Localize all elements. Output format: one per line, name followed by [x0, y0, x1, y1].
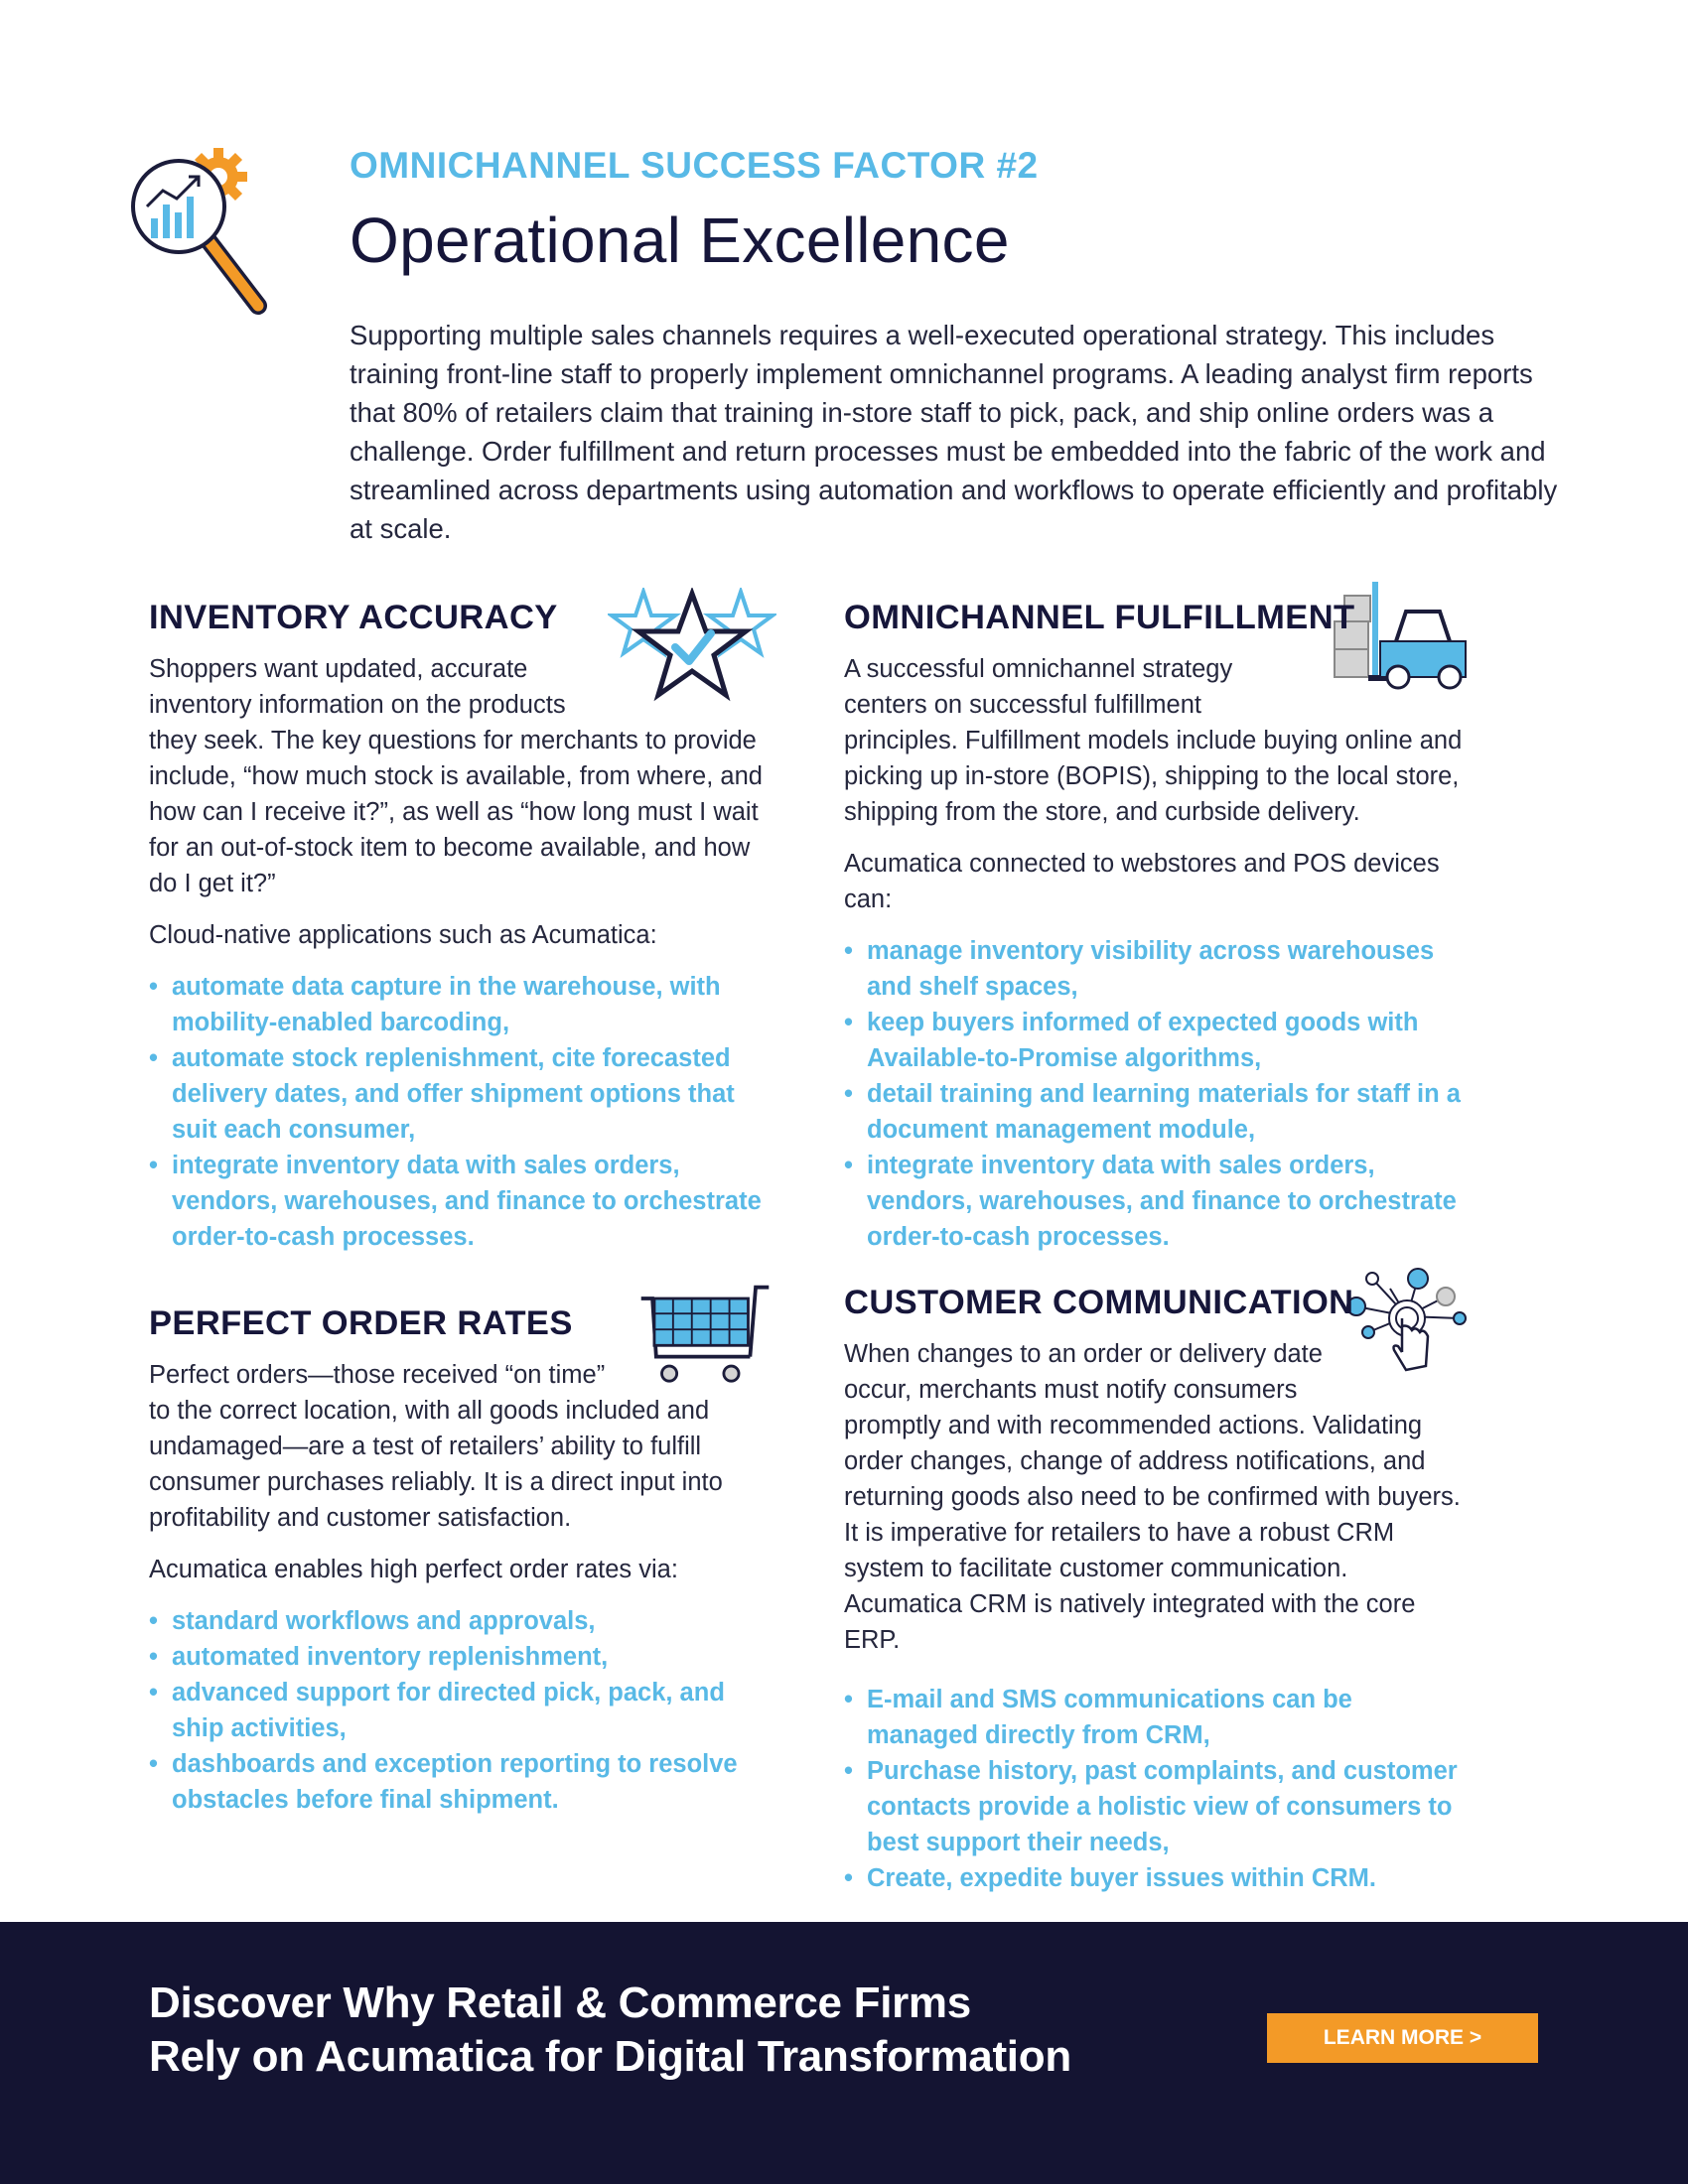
section-title: CUSTOMER COMMUNICATION [844, 1284, 1354, 1321]
list-item: • automate data capture in the warehouse, with mobility-enabled barcoding, [149, 969, 774, 1040]
bullet-list [844, 933, 1470, 1255]
section-omnichannel-fulfillment [844, 596, 1470, 1255]
section-body: A successful omnichannel strategy centers on successful fulfillment principles. Fulfillment models include buying online and picking up in-store (BOPIS), shipping to the local store, shipping from the store, and curbside delivery. [844, 655, 1463, 826]
section-lead: Acumatica enables high perfect order rates via: [149, 1556, 678, 1583]
bullet-list [149, 1603, 774, 1818]
footer-headline-line2: Rely on Acumatica for Digital Transformation [149, 2032, 1071, 2081]
section-eyebrow: OMNICHANNEL SUCCESS FACTOR #2 [350, 145, 1039, 186]
section-title: PERFECT ORDER RATES [149, 1304, 573, 1342]
intro-paragraph: Supporting multiple sales channels requires a well-executed operational strategy. This includes training front-line staff to properly implement omnichannel programs. A leading analyst firm reports that 80% of retailers claim that training in-store staff to pick, pack, and ship online orders was a challenge. Order fulfillment and return processes must be embedded into the fabric of the work and streamlined across departments using automation and workflows to operate efficiently and profitably at scale. [350, 320, 1558, 544]
list-item: • Create, expedite buyer issues within CRM. [844, 1860, 1470, 1896]
list-item: • Purchase history, past complaints, and customer contacts provide a holistic view of consumers to best support their needs, [844, 1753, 1470, 1860]
section-customer-communication [844, 1281, 1470, 1896]
list-item: • dashboards and exception reporting to resolve obstacles before final shipment. [149, 1746, 774, 1818]
list-item: • integrate inventory data with sales orders, vendors, warehouses, and finance to orchestrate order-to-cash processes. [149, 1148, 774, 1255]
list-item: • advanced support for directed pick, pack, and ship activities, [149, 1675, 774, 1746]
list-item: • detail training and learning materials for staff in a document management module, [844, 1076, 1470, 1148]
section-body: When changes to an order or delivery date occur, merchants must notify consumers promptly and with recommended actions. Validating order changes, change of address notifications, and returning goods also need to be confirmed with buyers. It is imperative for retailers to have a robust CRM system to facilitate customer communication. Acumatica CRM is natively integrated with the core ERP. [844, 1340, 1461, 1654]
footer-headline [149, 1977, 1142, 2084]
page-title: Operational Excellence [350, 205, 1010, 276]
bullet-list [844, 1682, 1470, 1896]
section-title: INVENTORY ACCURACY [149, 599, 558, 636]
list-item: • integrate inventory data with sales orders, vendors, warehouses, and finance to orchestrate order-to-cash processes. [844, 1148, 1470, 1255]
learn-more-button[interactable]: LEARN MORE > [1267, 2013, 1538, 2063]
shopping-cart-icon [635, 1282, 774, 1385]
list-item: • keep buyers informed of expected goods with Available-to-Promise algorithms, [844, 1005, 1470, 1076]
footer-headline-line1: Discover Why Retail & Commerce Firms [149, 1979, 971, 2027]
list-item: • E-mail and SMS communications can be managed directly from CRM, [844, 1682, 1470, 1753]
star-checkmark-icon [608, 588, 776, 702]
list-item: • automated inventory replenishment, [149, 1639, 774, 1675]
section-lead: Acumatica connected to webstores and POS devices can: [844, 850, 1440, 913]
bullet-list [149, 969, 774, 1255]
section-lead: Cloud-native applications such as Acumatica: [149, 921, 657, 949]
touch-network-icon [1342, 1267, 1472, 1376]
section-perfect-order-rates [149, 1301, 774, 1818]
list-item: • manage inventory visibility across warehouses and shelf spaces, [844, 933, 1470, 1005]
list-item: • automate stock replenishment, cite forecasted delivery dates, and offer shipment options that suit each consumer, [149, 1040, 774, 1148]
footer-banner [0, 1922, 1688, 2184]
section-title: OMNICHANNEL FULFILLMENT [844, 599, 1355, 636]
section-body: Shoppers want updated, accurate inventory information on the products they seek. The key questions for merchants to provide include, “how much stock is available, from where, and how can I receive it?”, as well as “how long must I wait for an out-of-stock item to become available, and how do I get it?” [149, 655, 763, 897]
section-inventory-accuracy [149, 596, 774, 1255]
list-item: • standard workflows and approvals, [149, 1603, 774, 1639]
analytics-magnifier-icon [127, 139, 276, 318]
section-body: Perfect orders—those received “on time” to the correct location, with all goods included and undamaged—are a test of retailers’ ability to fulfill consumer purchases reliably. It is a direct input into profitability and customer satisfaction. [149, 1361, 723, 1532]
